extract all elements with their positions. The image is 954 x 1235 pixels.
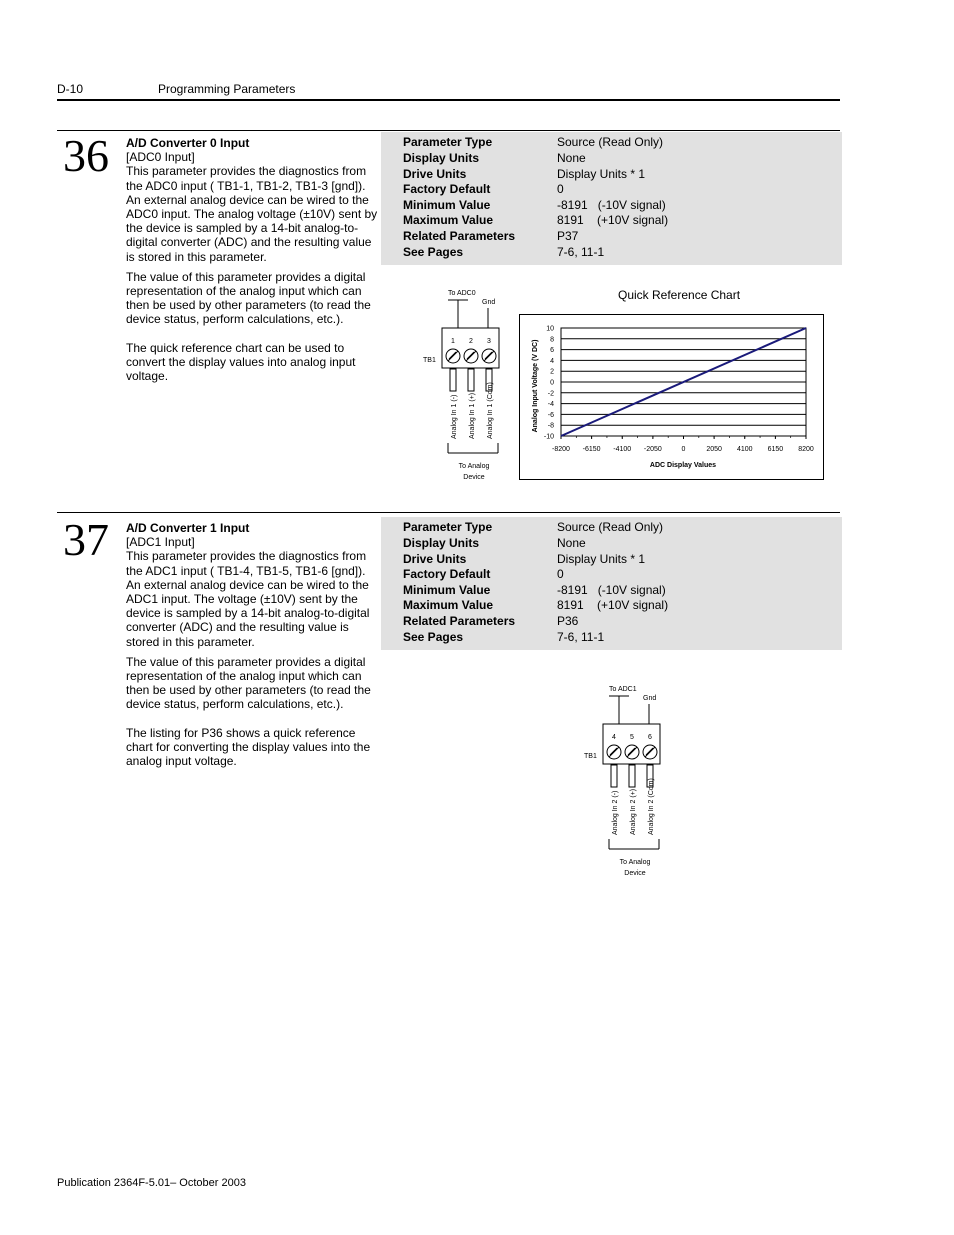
chart-xlabel: ADC Display Values	[649, 462, 717, 469]
table-label: Parameter Type	[403, 135, 493, 149]
table-label: Parameter Type	[403, 520, 493, 534]
table-value: P37	[557, 229, 579, 243]
param-36-para2: The value of this parameter provides a digital representation of the analog input which can then be used by other parameters (to read the device status, perform calculations, etc.).	[126, 269, 371, 327]
to-adc-label: To ADC1	[609, 686, 637, 693]
chart-ylabel: Analog Input Voltage (V DC)	[532, 339, 539, 433]
tb-label: TB1	[423, 357, 436, 364]
terminal-diagram-adc1	[581, 679, 681, 879]
param-36-para1: This parameter provides the diagnostics from the ADC0 input ( TB1-1, TB1-2, TB1-3 [gnd]). An external analog device can be wired to the ADC0 input. The analog voltage (±10V) sent by the device is sampled by a 14-bit analog-to-digital converter (ADC) and the resulting value is stored in this parameter.	[126, 164, 378, 264]
param-37-description	[126, 521, 382, 768]
table-label: Drive Units	[403, 552, 467, 566]
table-value: 8191 (+10V signal)	[557, 213, 669, 227]
table-value: Source (Read Only)	[557, 135, 664, 149]
param-36-number: 36	[63, 130, 109, 181]
table-value: None	[557, 151, 586, 165]
y-tick-label: 4	[550, 357, 554, 365]
y-tick-label: -6	[547, 411, 554, 419]
y-tick-label: 0	[550, 379, 554, 387]
terminal-number: 3	[487, 338, 491, 345]
tb-label: TB1	[584, 753, 597, 760]
x-tick-label: 4100	[736, 446, 753, 453]
table-label: Display Units	[403, 536, 480, 550]
terminal-number: 2	[469, 338, 473, 345]
table-label: Factory Default	[403, 567, 491, 581]
terminal-number: 1	[451, 338, 455, 345]
to-device-label: Device	[624, 870, 646, 877]
param-36-rule	[57, 130, 840, 131]
table-label: Minimum Value	[403, 198, 491, 212]
table-value: Display Units * 1	[557, 167, 646, 181]
x-tick-label: -2050	[643, 446, 662, 453]
table-value: P36	[557, 614, 579, 628]
x-tick-label: 0	[681, 446, 686, 453]
terminal-diagram-adc0	[420, 283, 520, 483]
section-title: Programming Parameters	[158, 82, 296, 96]
wire-label: Analog In 1 (Com)	[487, 382, 494, 439]
table-label: Related Parameters	[403, 229, 516, 243]
table-value: 7-6, 11-1	[557, 245, 605, 259]
y-tick-label: 2	[550, 368, 554, 376]
wire-label: Analog In 2 (+)	[630, 788, 637, 835]
table-label: See Pages	[403, 245, 464, 259]
wire-stub	[468, 369, 474, 391]
param-37-title: A/D Converter 1 Input	[126, 521, 250, 535]
footer-publication: Publication 2364F-5.01– October 2003	[57, 1177, 246, 1189]
screw-icon	[482, 349, 496, 363]
x-tick-label: 8200	[798, 446, 814, 453]
table-value: None	[557, 536, 586, 550]
wire-label: Analog In 2 (-)	[612, 790, 619, 835]
device-bracket	[609, 839, 659, 849]
table-value: -8191 (-10V signal)	[557, 583, 666, 597]
table-value: 0	[557, 567, 564, 581]
y-tick-label: 8	[550, 336, 554, 344]
table-value: 7-6, 11-1	[557, 630, 605, 644]
y-tick-label: -4	[547, 401, 554, 409]
param-36-code: [ADC0 Input]	[126, 150, 195, 165]
table-value: Display Units * 1	[557, 552, 646, 566]
wire-label: Analog In 2 (Com)	[648, 778, 655, 835]
y-tick-label: -10	[543, 433, 554, 441]
table-value: -8191 (-10V signal)	[557, 198, 666, 212]
wire-stub	[450, 369, 456, 391]
to-device-label: Device	[463, 474, 485, 481]
param-36-para3: The quick reference chart can be used to convert the display values into analog input voltage.	[126, 340, 356, 384]
wire-label: Analog In 1 (+)	[469, 392, 476, 439]
table-label: Factory Default	[403, 182, 491, 196]
to-device-label: To Analog	[619, 859, 651, 866]
screw-icon	[643, 745, 657, 759]
quick-reference-chart	[519, 314, 824, 480]
param-36-description	[126, 136, 382, 383]
table-label: Maximum Value	[403, 213, 494, 227]
table-label: Maximum Value	[403, 598, 494, 612]
param-36-title: A/D Converter 0 Input	[126, 136, 250, 150]
param-37-code: [ADC1 Input]	[126, 535, 195, 550]
terminal-number: 5	[630, 734, 634, 741]
table-label: Minimum Value	[403, 583, 491, 597]
screw-icon	[625, 745, 639, 759]
table-value: 8191 (+10V signal)	[557, 598, 669, 612]
y-tick-label: -2	[547, 390, 554, 398]
y-tick-label: -8	[547, 422, 554, 430]
table-label: See Pages	[403, 630, 464, 644]
gnd-label: Gnd	[482, 299, 496, 306]
y-tick-label: 6	[550, 347, 554, 355]
header-rule	[57, 99, 840, 101]
param-37-para1: This parameter provides the diagnostics from the ADC1 input ( TB1-4, TB1-5, TB1-6 [gnd]). An external analog device can be wired to the ADC1 input. The voltage (±10V) sent by the device is sampled by a 14-bit analog-to-digital converter (ADC) and the resulting value is stored in this parameter.	[126, 549, 370, 649]
param-36-table	[381, 132, 842, 265]
screw-icon	[464, 349, 478, 363]
wire-label: Analog In 1 (-)	[451, 394, 458, 439]
table-value: Source (Read Only)	[557, 520, 664, 534]
to-device-label: To Analog	[458, 463, 490, 470]
device-bracket	[448, 443, 498, 453]
table-value: 0	[557, 182, 564, 196]
wire-stub	[629, 765, 635, 787]
gnd-label: Gnd	[643, 695, 657, 702]
x-tick-label: -6150	[582, 446, 601, 453]
terminal-number: 4	[612, 734, 616, 741]
to-adc-label: To ADC0	[448, 290, 476, 297]
x-tick-label: -4100	[613, 446, 632, 453]
screw-icon	[446, 349, 460, 363]
table-label: Drive Units	[403, 167, 467, 181]
param-37-number: 37	[63, 514, 109, 565]
x-tick-label: -8200	[552, 446, 570, 453]
y-tick-label: 10	[546, 325, 554, 333]
x-tick-label: 6150	[767, 446, 784, 453]
page-label: D-10	[57, 82, 84, 96]
x-tick-label: 2050	[706, 446, 722, 453]
table-label: Display Units	[403, 151, 480, 165]
terminal-number: 6	[648, 734, 652, 741]
table-label: Related Parameters	[403, 614, 516, 628]
screw-icon	[607, 745, 621, 759]
chart-title: Quick Reference Chart	[618, 288, 741, 302]
param-37-para2: The value of this parameter provides a digital representation of the analog input which can then be used by other parameters (to read the device status, perform calculations, etc.).	[126, 654, 371, 712]
param-37-rule	[57, 512, 840, 513]
param-37-para3: The listing for P36 shows a quick reference chart for converting the display values into the analog input voltage.	[126, 725, 371, 769]
wire-stub	[611, 765, 617, 787]
param-37-table	[381, 517, 842, 650]
